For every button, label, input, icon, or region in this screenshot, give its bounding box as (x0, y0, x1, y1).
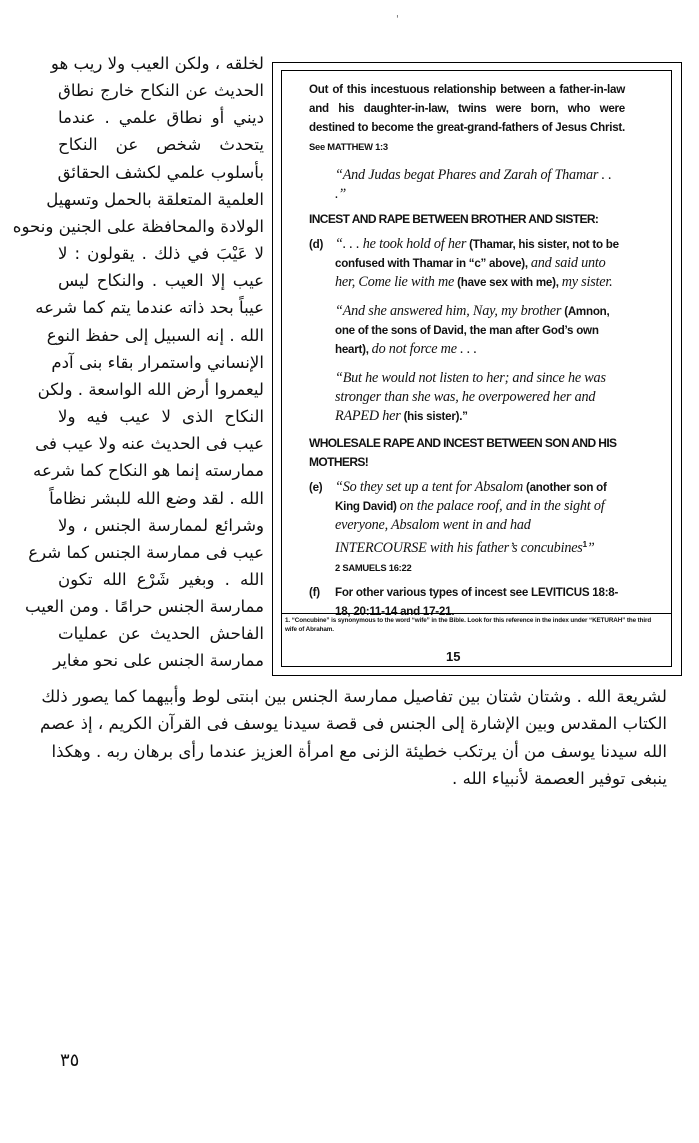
arabic-column-line: الله . لقد وضع الله للبشر نظاماً (49, 488, 264, 508)
item-d-quote-2: and said unto her, Come lie with me (335, 255, 606, 290)
arabic-column-line: الله . إنه السبيل إلى حفظ النوع (46, 325, 264, 345)
arabic-column-line: يتحدث شخص عن النكاح (58, 135, 264, 155)
arabic-column-line: الله . وبغير شَرْع الله تكون (58, 569, 264, 589)
arabic-full-line: ينبغى توفير العصمة لأنبياء الله . (452, 769, 667, 789)
arabic-column-line: عيباً بحد ذاته عندما يتم كما شرعه (35, 298, 264, 318)
footnote-divider (281, 613, 672, 614)
arabic-column-line: ممارسة الجنس حرامًا . ومن العيب (24, 597, 264, 617)
box-quote-judas: “And Judas begat Phares and Zarah of Thamar . . .” (335, 167, 612, 202)
item-f-label: (f) (309, 585, 320, 599)
box-item-e (309, 478, 625, 577)
arabic-column-line: ممارسته إنما هو النكاح كما شرعه (33, 461, 264, 481)
arabic-full-paragraph (40, 683, 667, 793)
box-intro (309, 80, 625, 156)
box-intro-text: Out of this incestuous relationship between a father-in-law and his daughter-in-law, twins were born, who were destined to become the great-grand-fathers of Jesus Christ. (309, 83, 625, 134)
arabic-column-line: الولادة والمحافظة على الجنين ونحوه (12, 216, 264, 236)
item-d-note-1: (Thamar, his sister, not to be confused with Thamar in “c” above), (335, 238, 619, 270)
arabic-column-line: العلمية المتعلقة بالحمل وتسهيل (46, 189, 264, 209)
box-quote-amnon (335, 302, 625, 359)
box-quote-raped (335, 369, 625, 426)
arabic-column-line: الحديث عن النكاح خارج نطاق (58, 81, 264, 101)
item-e-label: (e) (309, 481, 323, 494)
arabic-column-line: ديني أو نطاق علمي . عندما (58, 108, 264, 128)
corner-mark: ' (396, 14, 399, 25)
arabic-column-line: عيب فى ممارسة الجنس كما شرع (28, 542, 264, 562)
box-item-d (309, 235, 625, 292)
page-number: ٣٥ (60, 1050, 80, 1071)
arabic-column-line: الفاحش الحديث عن عمليات (58, 624, 264, 644)
arabic-column-line: عيب فى الحديث عنه ولا عيب فى (35, 434, 264, 454)
item-d-note-2: (have sex with me), (457, 276, 559, 289)
arabic-column-line: لخلقه ، ولكن العيب ولا ريب هو (50, 54, 264, 73)
item-d-label: (d) (309, 238, 324, 251)
item-e-close-quote: ” (586, 539, 595, 556)
arabic-column-line: وشرائع لممارسة الجنس ، ولا (58, 515, 264, 535)
amnon-quote-2: do not force me . . . (371, 341, 477, 357)
item-d-quote-1: “. . . he took hold of her (335, 236, 467, 252)
item-e-quote-1: “So they set up a tent for Absalom (335, 479, 524, 495)
item-d-quote-3: my sister. (561, 274, 613, 290)
arabic-column-line: ليعمروا أرض الله الواسعة . ولكن (37, 379, 264, 399)
arabic-full-line: الله سيدنا يوسف من أن يرتكب خطيئة الزنى مع امرأة العزيز عندما رأى برهان ربه . وهكذا (51, 741, 667, 761)
item-e-reference: 2 SAMUELS 16:22 (335, 561, 412, 573)
quote-box-content (309, 80, 625, 621)
arabic-column (12, 50, 264, 675)
box-heading-brother-sister: INCEST AND RAPE BETWEEN BROTHER AND SISTER: (309, 212, 599, 226)
box-page-number: 15 (446, 649, 461, 664)
arabic-column-line: الإنساني واستمرار بقاء بنى آدم (51, 352, 264, 372)
arabic-column-line: عيب إلا العيب . والنكاح ليس (58, 271, 264, 291)
arabic-column-line: النكاح الذى لا عيب فيه ولا (58, 407, 264, 427)
raped-note: (his sister).” (403, 410, 468, 423)
raped-quote: “But he would not listen to her; and since he was stronger than she was, he overpowered her and RAPED her (335, 370, 606, 424)
item-f-text: For other various types of incest see LEVITICUS 18:8-18, 20:11-14 and 17-21. (335, 585, 619, 618)
arabic-column-line: ممارسة الجنس على نحو مغاير (53, 651, 264, 671)
arabic-column-line: بأسلوب علمي لكشف الحقائق (57, 162, 264, 182)
arabic-full-line: لشريعة الله . وشتان شتان بين تفاصيل ممارسة الجنس بين ابنتى لوط وأبيهما كما يصور ذلك (41, 687, 667, 706)
amnon-note: (Amnon, one of the sons of David, the man after God’s own heart), (335, 305, 610, 356)
box-intro-reference: See MATTHEW 1:3 (309, 141, 388, 152)
box-footnote: 1. “Concubine” is synonymous to the word “wife” in the Bible. Look for this reference in the index under “KETURAH” the third wife of Abraham. (285, 617, 652, 633)
box-heading-son-mothers: WHOLESALE RAPE AND INCEST BETWEEN SON AND HIS MOTHERS! (309, 436, 617, 469)
arabic-column-line: لا عَيْبَ في ذلك . يقولون : لا (58, 244, 264, 264)
arabic-full-line: الكتاب المقدس وبين الإشارة إلى الجنس فى قصة سيدنا يوسف فى القرآن الكريم ، إذ عصم (40, 714, 667, 734)
item-e-text: “So they set up a tent for Absalom (another son of King David) on the palace roof, and in the sight of everyone, Absalom went in and had INTERCOURSE with his father’s concubines$^1$” 2 SAMUELS 16:22 (335, 479, 607, 573)
item-e-note: (another son of King David) (335, 481, 607, 513)
amnon-quote-1: “And she answered him, Nay, my brother (335, 303, 562, 319)
item-d-text (335, 235, 625, 292)
item-e-quote-2: on the palace roof, and in the sight of everyone, Absalom went in and had INTERCOURSE with his father’s concubines (335, 498, 605, 556)
